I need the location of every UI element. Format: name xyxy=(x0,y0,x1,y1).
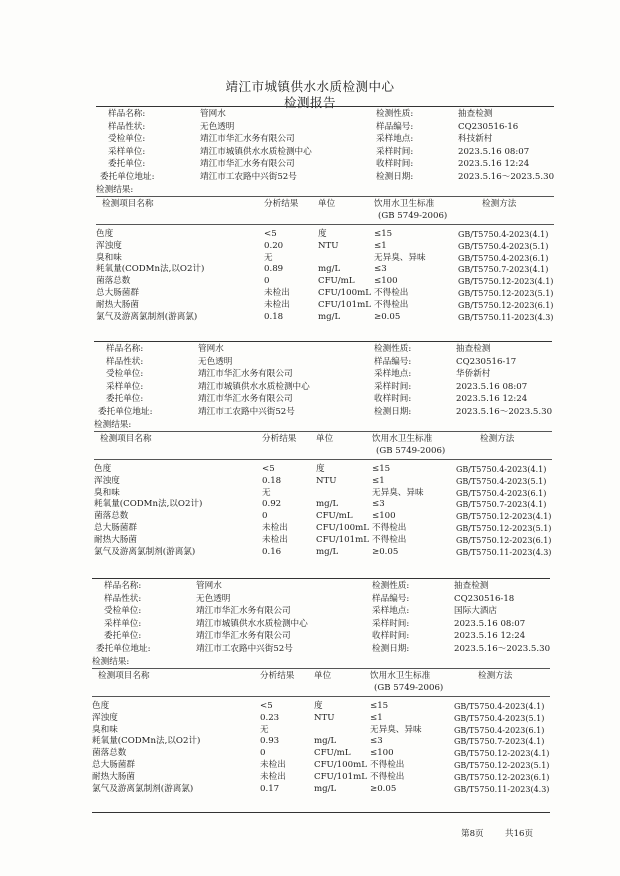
cell-unit: mg/L xyxy=(314,783,337,794)
col-result: 分析结果 xyxy=(262,434,297,444)
cell-unit: CFU/100mL xyxy=(318,288,371,298)
label-received-time: 收样时间: xyxy=(372,631,410,641)
cell-result: 0 xyxy=(262,511,268,522)
label-sampling-site: 采样地点: xyxy=(376,134,414,144)
cell-item: 总大肠菌群 xyxy=(92,760,135,770)
value-sampling-unit: 靖江市城镇供水水质检测中心 xyxy=(200,146,312,157)
value-sampling-site: 国际大酒店 xyxy=(454,606,497,616)
cell-method: GB/T5750.4-2023(5.1) xyxy=(454,713,545,723)
value-sampling-time: 2023.5.16 08:07 xyxy=(456,381,528,392)
cell-item: 总大肠菌群 xyxy=(94,523,137,533)
value-sampling-time: 2023.5.16 08:07 xyxy=(458,146,530,157)
cell-method: GB/T5750.12-2023(6.1) xyxy=(456,535,552,545)
label-inspection-type: 检测性质: xyxy=(376,109,414,119)
col-unit: 单位 xyxy=(314,671,332,681)
cell-unit: mg/L xyxy=(316,546,339,557)
cell-result: 无 xyxy=(264,252,273,263)
cell-result: <5 xyxy=(262,464,275,474)
results-label: 检测结果: xyxy=(94,420,132,430)
cell-item: 臭和味 xyxy=(94,487,120,498)
col-result: 分析结果 xyxy=(264,199,299,209)
cell-unit: CFU/mL xyxy=(318,276,355,287)
cell-standard: 无异臭、异味 xyxy=(372,487,424,498)
label-client-address: 委托单位地址: xyxy=(98,406,153,417)
value-sample-state: 无色透明 xyxy=(198,356,233,367)
cell-item: 色度 xyxy=(94,464,112,474)
cell-method: GB/T5750.12-2023(4.1) xyxy=(454,749,550,759)
cell-standard: ≤3 xyxy=(370,736,383,747)
label-sample-name: 样品名称: xyxy=(108,109,146,119)
cell-unit: mg/L xyxy=(318,311,341,322)
cell-standard: 无异臭、异味 xyxy=(374,252,426,263)
cell-method: GB/T5750.11-2023(4.3) xyxy=(458,312,554,322)
cell-unit: CFU/100mL xyxy=(314,760,367,770)
cell-item: 菌落总数 xyxy=(96,276,131,287)
cell-result: 0.89 xyxy=(264,264,284,275)
label-test-date: 检测日期: xyxy=(374,406,412,417)
cell-unit: CFU/mL xyxy=(316,511,353,522)
org-title: 靖江市城镇供水水质检测中心 xyxy=(225,79,395,94)
cell-result: 0.16 xyxy=(262,546,282,557)
cell-item: 浑浊度 xyxy=(96,240,122,251)
label-sample-state: 样品性状: xyxy=(104,593,142,604)
value-inspected-unit: 靖江市华汇水务有限公司 xyxy=(196,606,291,616)
cell-result: 0.23 xyxy=(260,712,280,723)
label-sample-no: 样品编号: xyxy=(372,593,410,604)
cell-unit: NTU xyxy=(314,712,335,723)
cell-item: 氯气及游离氯制剂(游离氯) xyxy=(96,311,198,322)
col-unit: 单位 xyxy=(318,199,336,209)
results-rule xyxy=(94,431,552,432)
label-sampling-time: 采样时间: xyxy=(376,146,414,157)
col-method: 检测方法 xyxy=(478,671,513,681)
cell-unit: CFU/mL xyxy=(314,748,351,759)
cell-method: GB/T5750.12-2023(4.1) xyxy=(456,512,552,522)
label-client-address: 委托单位地址: xyxy=(96,643,151,654)
cell-method: GB/T5750.4-2023(5.1) xyxy=(456,476,547,486)
cell-method: GB/T5750.4-2023(4.1) xyxy=(458,230,549,239)
cell-result: <5 xyxy=(264,229,277,239)
cell-result: 未检出 xyxy=(260,771,286,782)
cell-standard: ≥0.05 xyxy=(374,311,401,322)
doc-title: 检测报告 xyxy=(283,95,336,110)
cell-unit: 度 xyxy=(316,464,325,474)
cell-unit: CFU/100mL xyxy=(316,523,369,533)
results-rule xyxy=(96,196,554,197)
cell-unit: CFU/101mL xyxy=(316,534,369,545)
page-number: 第8页 xyxy=(461,829,484,839)
cell-result: <5 xyxy=(260,701,273,711)
cell-unit: 度 xyxy=(314,701,323,711)
cell-result: 未检出 xyxy=(262,523,288,533)
value-sampling-site: 华侨新村 xyxy=(456,369,491,379)
label-sampling-time: 采样时间: xyxy=(374,381,412,392)
cell-method: GB/T5750.4-2023(6.1) xyxy=(454,725,545,735)
cell-method: GB/T5750.4-2023(6.1) xyxy=(456,488,547,498)
cell-result: 0 xyxy=(264,276,270,287)
cell-item: 浑浊度 xyxy=(92,712,118,723)
value-sampling-unit: 靖江市城镇供水水质检测中心 xyxy=(196,618,308,629)
value-sampling-time: 2023.5.16 08:07 xyxy=(454,618,526,629)
col-method: 检测方法 xyxy=(480,434,515,444)
value-test-date: 2023.5.16～2023.5.30 xyxy=(456,406,553,417)
label-received-time: 收样时间: xyxy=(376,159,414,169)
value-inspection-type: 抽查检测 xyxy=(454,581,489,591)
cell-result: 0.93 xyxy=(260,736,280,747)
cell-unit: NTU xyxy=(316,475,337,486)
cell-unit: CFU/101mL xyxy=(314,771,367,782)
cell-method: GB/T5750.12-2023(5.1) xyxy=(456,524,552,533)
col-result: 分析结果 xyxy=(260,671,295,681)
label-sampling-site: 采样地点: xyxy=(372,606,410,616)
cell-method: GB/T5750.7-2023(4.1) xyxy=(458,265,549,275)
results-label: 检测结果: xyxy=(96,185,134,195)
cell-standard: 不得检出 xyxy=(372,523,407,533)
label-test-date: 检测日期: xyxy=(372,643,410,654)
cell-item: 耐热大肠菌 xyxy=(94,534,137,545)
label-sampling-unit: 采样单位: xyxy=(108,146,146,157)
cell-item: 总大肠菌群 xyxy=(96,288,139,298)
cell-standard: ≤1 xyxy=(372,475,385,486)
label-sample-no: 样品编号: xyxy=(376,121,414,132)
value-test-date: 2023.5.16～2023.5.30 xyxy=(454,643,551,654)
cell-standard: ≤15 xyxy=(372,464,391,474)
value-inspected-unit: 靖江市华汇水务有限公司 xyxy=(200,134,295,144)
cell-standard: ≤15 xyxy=(370,701,389,711)
results-label: 检测结果: xyxy=(92,657,130,667)
cell-standard: 不得检出 xyxy=(372,534,407,545)
label-sampling-site: 采样地点: xyxy=(374,369,412,379)
results-rule xyxy=(92,668,550,669)
cell-standard: 不得检出 xyxy=(370,760,405,770)
label-inspected-unit: 受检单位: xyxy=(108,134,146,144)
label-sampling-unit: 采样单位: xyxy=(106,381,144,392)
cell-unit: mg/L xyxy=(314,736,337,747)
block-top-rule xyxy=(94,341,552,342)
value-inspection-type: 抽查检测 xyxy=(458,109,493,119)
cell-item: 耐热大肠菌 xyxy=(92,771,135,782)
col-standard: 饮用水卫生标准 xyxy=(370,671,431,681)
cell-standard: ≤3 xyxy=(374,264,387,275)
bottom-rule xyxy=(92,812,550,813)
cell-method: GB/T5750.11-2023(4.3) xyxy=(456,547,552,557)
cell-standard: ≤3 xyxy=(372,499,385,510)
cell-item: 臭和味 xyxy=(92,724,118,735)
label-inspected-unit: 受检单位: xyxy=(106,369,144,379)
cell-item: 色度 xyxy=(92,701,110,711)
value-test-date: 2023.5.16～2023.5.30 xyxy=(458,171,555,182)
col-standard-code: (GB 5749-2006) xyxy=(378,211,448,221)
header-rule xyxy=(92,696,550,697)
value-sample-name: 管网水 xyxy=(198,344,224,354)
cell-unit: mg/L xyxy=(318,264,341,275)
label-client-unit: 委托单位: xyxy=(108,159,146,169)
value-client-unit: 靖江市华汇水务有限公司 xyxy=(198,394,293,404)
cell-standard: 无异臭、异味 xyxy=(370,724,422,735)
cell-method: GB/T5750.12-2023(4.1) xyxy=(458,277,554,287)
cell-standard: 不得检出 xyxy=(374,288,409,298)
label-sampling-time: 采样时间: xyxy=(372,618,410,629)
block-top-rule xyxy=(96,106,554,107)
cell-item: 氯气及游离氯制剂(游离氯) xyxy=(92,783,194,794)
header-rule xyxy=(94,459,552,460)
block-top-rule xyxy=(92,578,550,579)
cell-unit: NTU xyxy=(318,240,339,251)
value-sample-state: 无色透明 xyxy=(196,593,231,604)
page-total: 共16页 xyxy=(505,829,534,839)
cell-result: 未检出 xyxy=(264,288,290,298)
cell-standard: ≤1 xyxy=(370,712,383,723)
value-received-time: 2023.5.16 12:24 xyxy=(456,394,528,404)
cell-result: 0 xyxy=(260,748,266,759)
col-standard: 饮用水卫生标准 xyxy=(372,434,433,444)
cell-item: 菌落总数 xyxy=(94,511,129,522)
cell-method: GB/T5750.12-2023(6.1) xyxy=(454,772,550,782)
cell-result: 未检出 xyxy=(260,760,286,770)
cell-item: 浑浊度 xyxy=(94,475,120,486)
cell-unit: CFU/101mL xyxy=(318,299,371,310)
cell-result: 0.18 xyxy=(264,311,284,322)
label-client-unit: 委托单位: xyxy=(104,631,142,641)
cell-method: GB/T5750.4-2023(4.1) xyxy=(454,702,545,711)
label-client-unit: 委托单位: xyxy=(106,394,144,404)
value-sample-name: 管网水 xyxy=(196,581,222,591)
label-received-time: 收样时间: xyxy=(374,394,412,404)
value-sample-no: CQ230516-17 xyxy=(456,356,517,367)
cell-standard: ≥0.05 xyxy=(372,546,399,557)
cell-item: 耗氧量(CODMn法,以O2计) xyxy=(92,736,201,747)
col-item: 检测项目名称 xyxy=(98,671,150,681)
cell-unit: 度 xyxy=(318,229,327,239)
label-inspected-unit: 受检单位: xyxy=(104,606,142,616)
col-standard: 饮用水卫生标准 xyxy=(374,199,435,209)
col-unit: 单位 xyxy=(316,434,334,444)
cell-method: GB/T5750.4-2023(5.1) xyxy=(458,241,549,251)
cell-standard: ≤15 xyxy=(374,229,393,239)
value-client-unit: 靖江市华汇水务有限公司 xyxy=(200,159,295,169)
cell-unit: mg/L xyxy=(316,499,339,510)
label-sample-name: 样品名称: xyxy=(106,344,144,354)
label-sample-name: 样品名称: xyxy=(104,581,142,591)
cell-item: 耐热大肠菌 xyxy=(96,299,139,310)
cell-result: 0.18 xyxy=(262,475,282,486)
cell-result: 未检出 xyxy=(264,299,290,310)
label-client-address: 委托单位地址: xyxy=(100,171,155,182)
cell-standard: ≥0.05 xyxy=(370,783,397,794)
cell-method: GB/T5750.12-2023(6.1) xyxy=(458,300,554,310)
cell-result: 未检出 xyxy=(262,534,288,545)
col-method: 检测方法 xyxy=(482,199,517,209)
cell-result: 0.92 xyxy=(262,499,282,510)
label-sample-no: 样品编号: xyxy=(374,356,412,367)
label-inspection-type: 检测性质: xyxy=(374,344,412,354)
label-inspection-type: 检测性质: xyxy=(372,581,410,591)
value-client-address: 靖江市工农路中兴街52号 xyxy=(200,171,297,182)
cell-standard: ≤100 xyxy=(372,511,396,522)
value-sample-state: 无色透明 xyxy=(200,121,235,132)
value-received-time: 2023.5.16 12:24 xyxy=(458,159,530,169)
cell-standard: 不得检出 xyxy=(370,771,405,782)
cell-method: GB/T5750.11-2023(4.3) xyxy=(454,784,550,794)
cell-result: 0.17 xyxy=(260,783,280,794)
label-sample-state: 样品性状: xyxy=(108,121,146,132)
cell-item: 臭和味 xyxy=(96,252,122,263)
value-received-time: 2023.5.16 12:24 xyxy=(454,631,526,641)
cell-method: GB/T5750.4-2023(6.1) xyxy=(458,253,549,263)
header-rule xyxy=(96,224,554,225)
cell-method: GB/T5750.12-2023(5.1) xyxy=(454,761,550,770)
value-inspection-type: 抽查检测 xyxy=(456,344,491,354)
label-test-date: 检测日期: xyxy=(376,171,414,182)
value-inspected-unit: 靖江市华汇水务有限公司 xyxy=(198,369,293,379)
value-client-unit: 靖江市华汇水务有限公司 xyxy=(196,631,291,641)
col-standard-code: (GB 5749-2006) xyxy=(374,683,444,693)
cell-item: 色度 xyxy=(96,229,114,239)
value-sampling-site: 科技新村 xyxy=(458,134,493,144)
cell-item: 耗氧量(CODMn法,以O2计) xyxy=(96,264,205,275)
col-standard-code: (GB 5749-2006) xyxy=(376,446,446,456)
cell-method: GB/T5750.4-2023(4.1) xyxy=(456,465,547,474)
cell-method: GB/T5750.12-2023(5.1) xyxy=(458,289,554,298)
cell-result: 0.20 xyxy=(264,240,284,251)
value-sample-no: CQ230516-18 xyxy=(454,593,515,604)
cell-standard: ≤1 xyxy=(374,240,387,251)
col-item: 检测项目名称 xyxy=(102,199,154,209)
cell-standard: ≤100 xyxy=(370,748,394,759)
cell-standard: 不得检出 xyxy=(374,299,409,310)
cell-method: GB/T5750.7-2023(4.1) xyxy=(454,737,545,747)
cell-standard: ≤100 xyxy=(374,276,398,287)
cell-result: 无 xyxy=(262,487,271,498)
cell-method: GB/T5750.7-2023(4.1) xyxy=(456,500,547,510)
label-sampling-unit: 采样单位: xyxy=(104,618,142,629)
cell-result: 无 xyxy=(260,724,269,735)
value-client-address: 靖江市工农路中兴街52号 xyxy=(196,643,293,654)
cell-item: 耗氧量(CODMn法,以O2计) xyxy=(94,499,203,510)
value-sample-no: CQ230516-16 xyxy=(458,121,519,132)
cell-item: 菌落总数 xyxy=(92,748,127,759)
label-sample-state: 样品性状: xyxy=(106,356,144,367)
value-client-address: 靖江市工农路中兴街52号 xyxy=(198,406,295,417)
value-sample-name: 管网水 xyxy=(200,109,226,119)
col-item: 检测项目名称 xyxy=(100,434,152,444)
cell-item: 氯气及游离氯制剂(游离氯) xyxy=(94,546,196,557)
value-sampling-unit: 靖江市城镇供水水质检测中心 xyxy=(198,381,310,392)
